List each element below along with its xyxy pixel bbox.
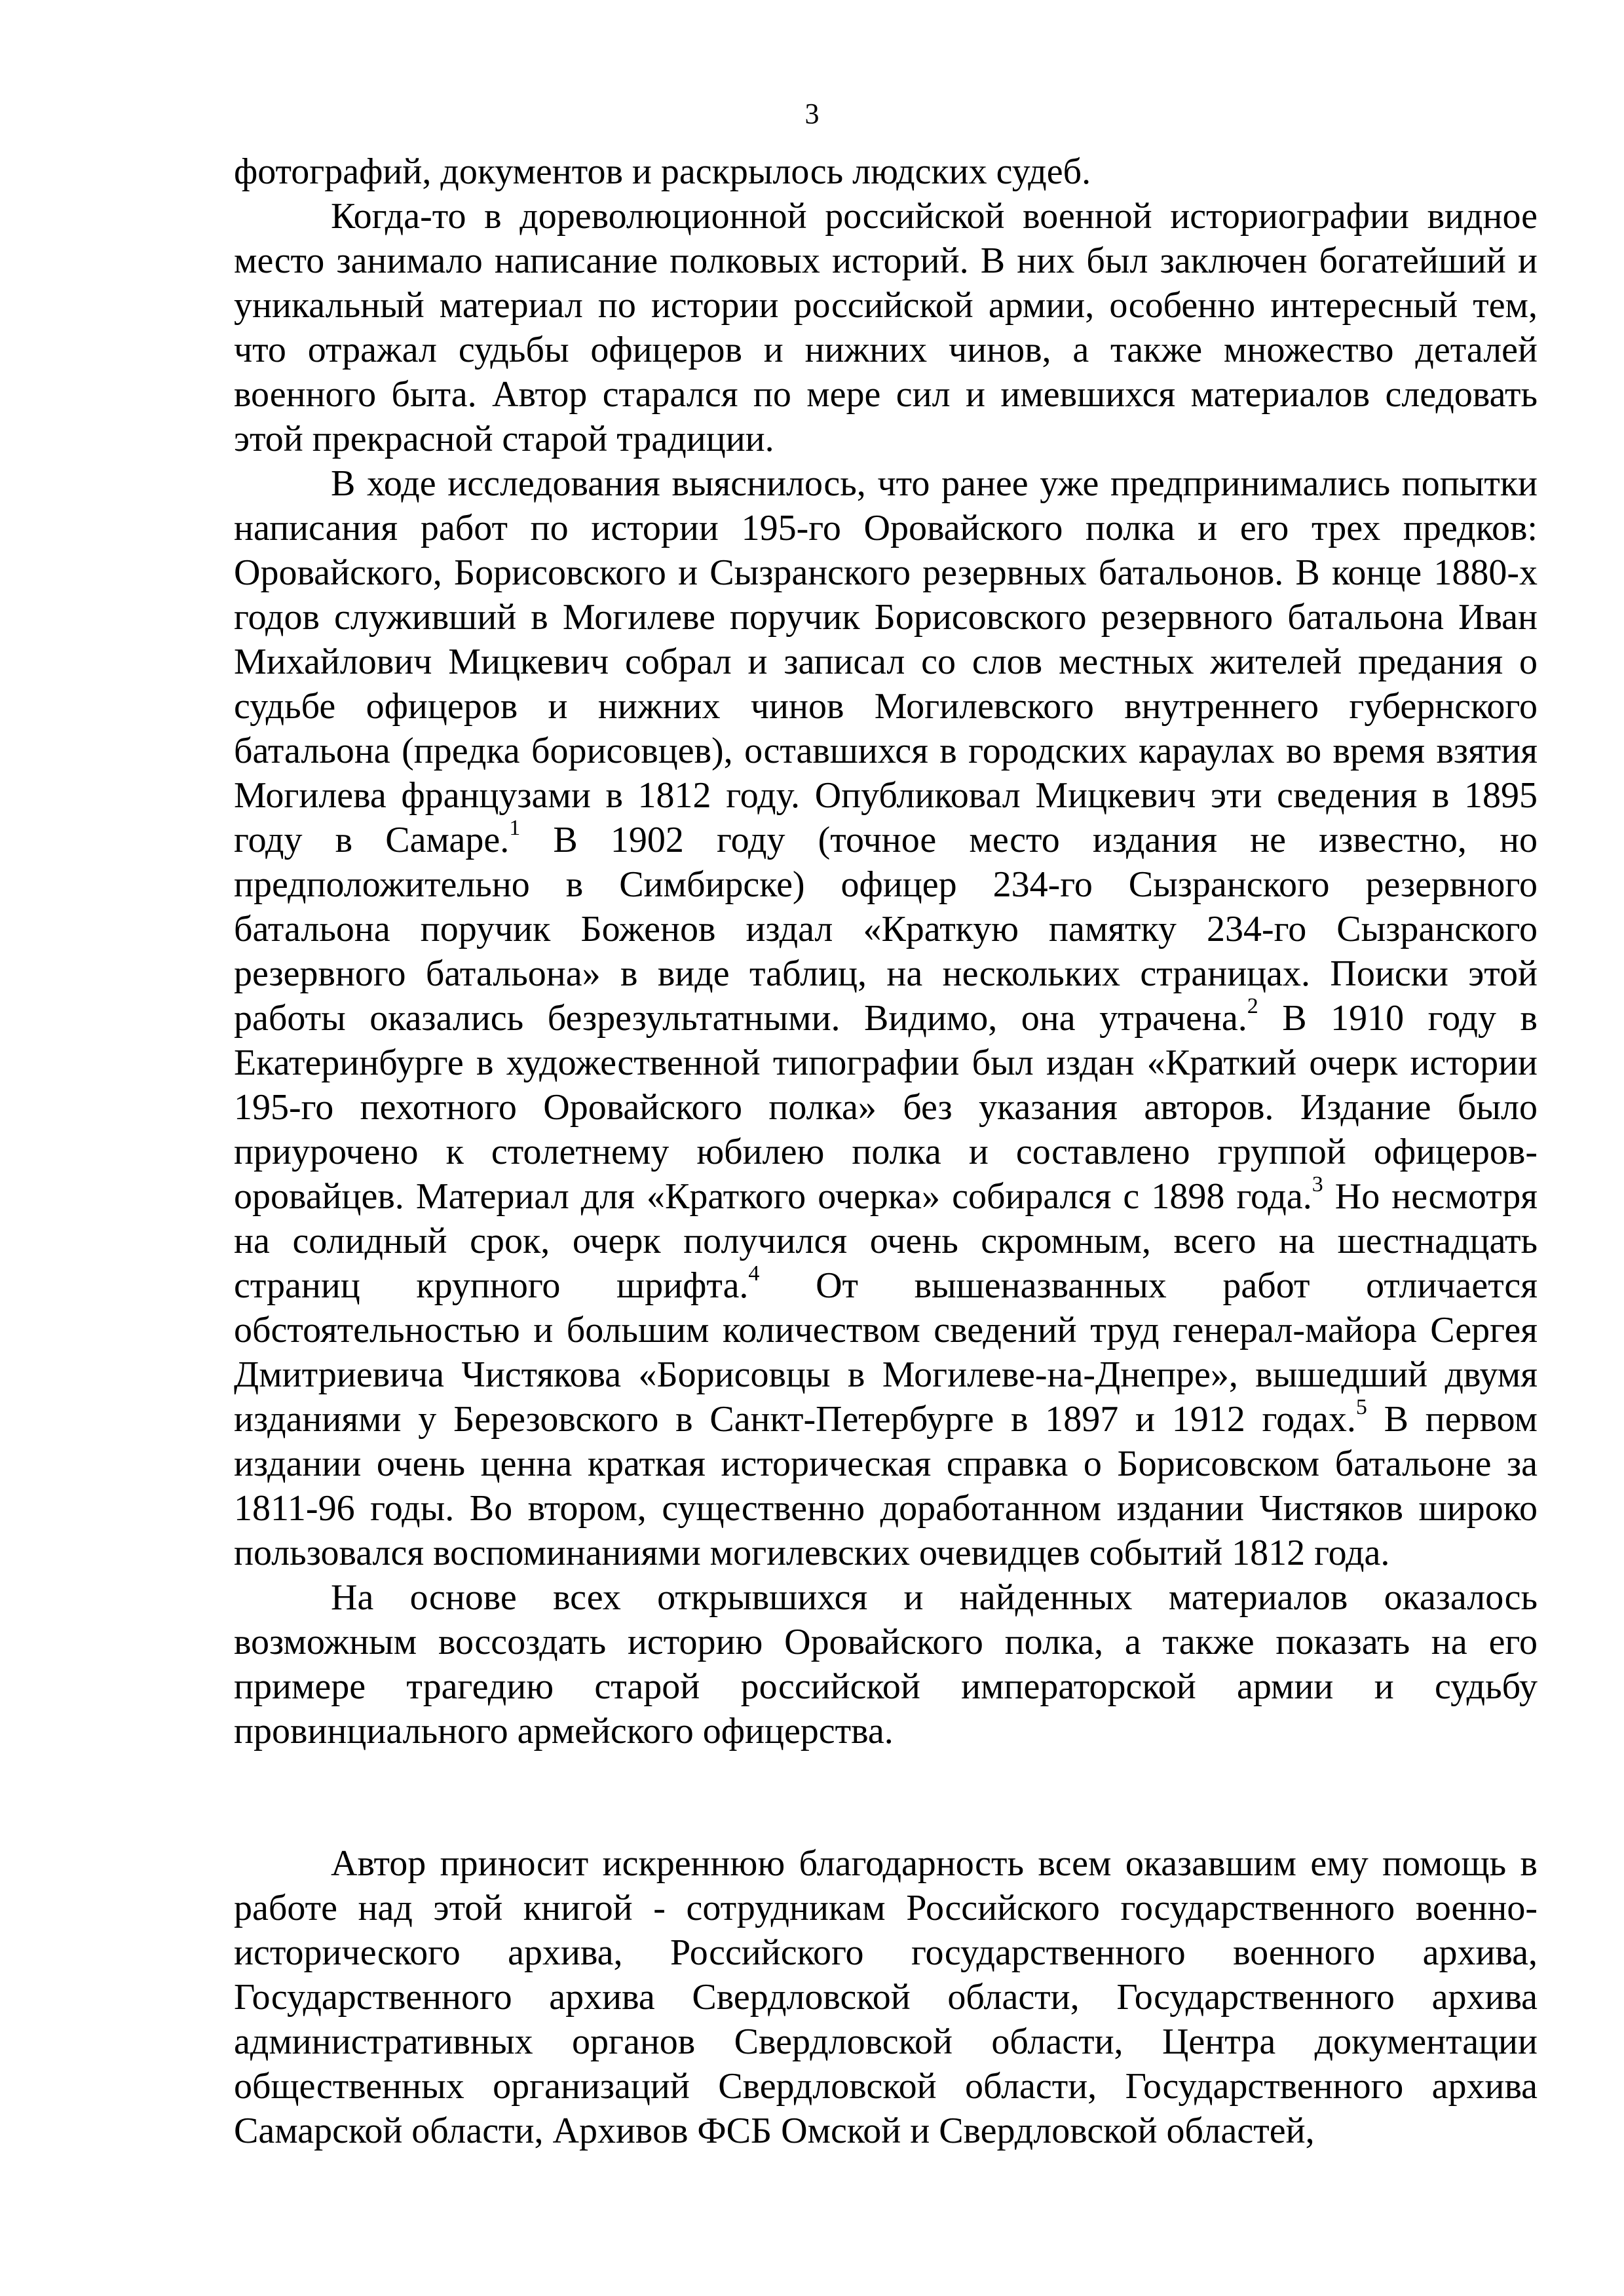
- paragraph-text: В ходе исследования выяснилось, что ранее уже предпринимались попытки написания работ по истории 195-го Оровайского полка и его трех предков: Оровайского, Борисовского и Сызранского резервных батальонов. В конце 1880-х годов служивший в Могилеве поручик Борисовского резервного батальона Иван Михайлович Мицкевич собрал и записал со слов местных жителей предания о судьбе офицеров и нижних чинов Могилевского внутреннего губернского батальона (предка борисовцев), оставшихся в городских караулах во время взятия Могилева французами в 1812 году. Опубликовал Мицкевич эти сведения в 1895 году в Самаре.: [234, 463, 1538, 860]
- paragraph-text: В 1910 году в Екатеринбурге в художественной типографии был издан «Краткий очерк истории 195-го пехотного Оровайского полка» без указания авторов. Издание было приурочено к столетнему юбилею полка и составлено группой офицеров-оровайцев. Материал для «Краткого очерка» собирался с 1898 года.: [234, 998, 1538, 1217]
- page-number: 3: [804, 98, 820, 130]
- text-body: [234, 149, 1538, 2153]
- paragraph-regimental-histories: [234, 194, 1538, 461]
- paragraph-text: На основе всех открывшихся и найденных материалов оказалось возможным воссоздать историю Оровайского полка, а также показать на его примере трагедию старой российской императорской армии и судьбу провинциального армейского офицерства.: [234, 1577, 1538, 1751]
- footnote-marker: 3: [1312, 1172, 1323, 1197]
- paragraph-text: Автор приносит искреннюю благодарность всем оказавшим ему помощь в работе над этой книгой - сотрудникам Российского государственного военно-исторического архива, Российского государственного военного архива, Государственного архива Свердловской области, Государственного архива административных органов Свердловской области, Центра документации общественных организаций Свердловской области, Государственного архива Самарской области, Архивов ФСБ Омской и Свердловской областей,: [234, 1843, 1538, 2151]
- paragraph-text: Но несмотря на солидный срок, очерк получился очень скромным, всего на шестнадцать страниц крупного шрифта.: [234, 1176, 1538, 1306]
- footnote-marker: 1: [509, 816, 521, 841]
- paragraph-text: В первом издании очень ценна краткая историческая справка о Борисовском батальоне за 1811-96 годы. Во втором, существенно доработанном издании Чистяков широко пользовался воспоминаниями могилевских очевидцев событий 1812 года.: [234, 1399, 1538, 1573]
- footnote-marker: 4: [748, 1261, 760, 1286]
- footnote-marker: 5: [1355, 1395, 1367, 1420]
- paragraph-conclusion: [234, 1575, 1538, 1753]
- paragraph-acknowledgements: [234, 1841, 1538, 2153]
- paragraph-text: В 1902 году (точное место издания не известно, но предположительно в Симбирске) офицер 234-го Сызранского резервного батальона поручик Боженов издал «Краткую памятку 234-го Сызранского резервного батальона» в виде таблиц, на нескольких страницах. Поиски этой работы оказались безрезультатными. Видимо, она утрачена.: [234, 820, 1538, 1039]
- paragraph-research-history: [234, 461, 1538, 1575]
- paragraph-text: От вышеназванных работ отличается обстоятельностью и большим количеством сведений труд генерал-майора Сергея Дмитриевича Чистякова «Борисовцы в Могилеве-на-Днепре», вышедший двумя изданиями у Березовского в Санкт-Петербурге в 1897 и 1912 годах.: [234, 1265, 1538, 1440]
- footnote-marker: 2: [1247, 994, 1258, 1019]
- paragraph-continuation: [234, 149, 1538, 194]
- paragraph-text: Когда-то в дореволюционной российской военной историографии видное место занимало написание полковых историй. В них был заключен богатейший и уникальный материал по истории российской армии, особенно интересный тем, что отражал судьбы офицеров и нижних чинов, а также множество деталей военного быта. Автор старался по мере сил и имевшихся материалов следовать этой прекрасной старой традиции.: [234, 196, 1538, 459]
- paragraph-text: фотографий, документов и раскрылось людских судеб.: [234, 151, 1091, 192]
